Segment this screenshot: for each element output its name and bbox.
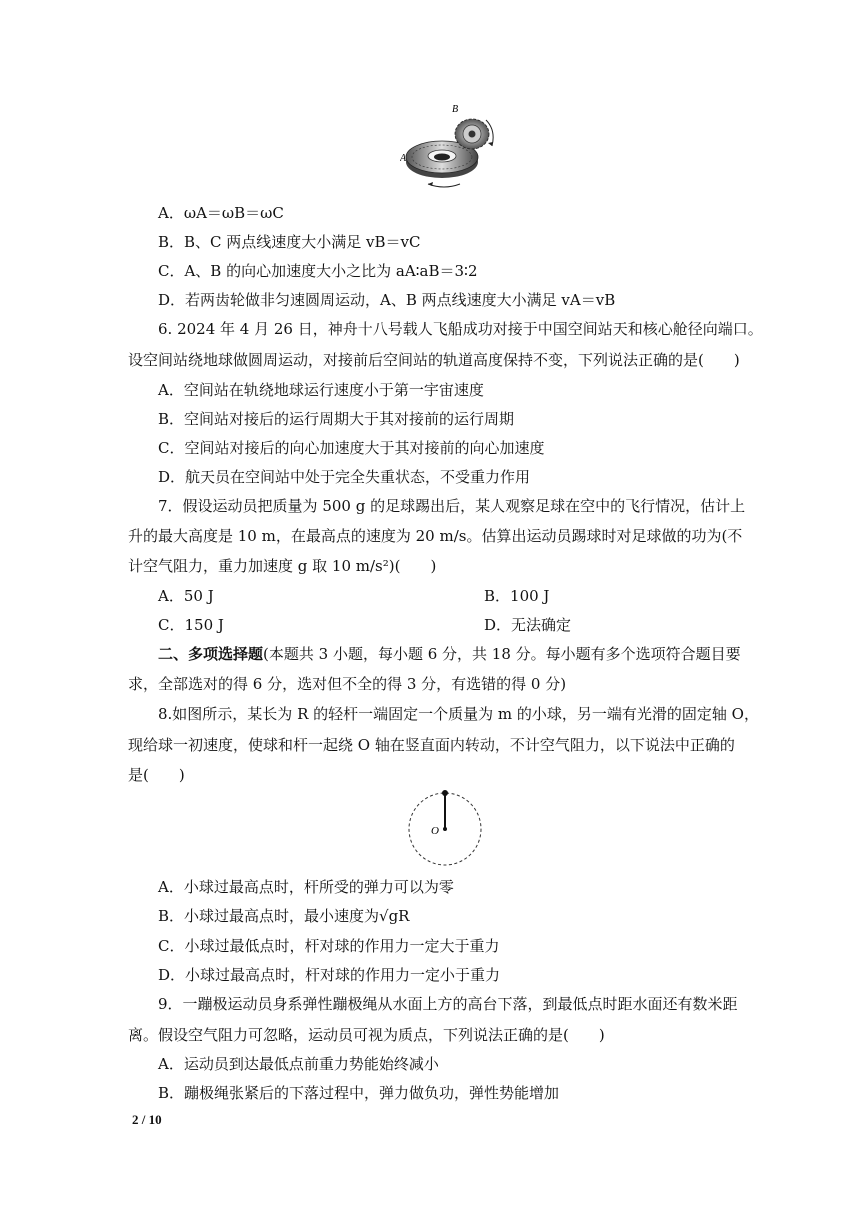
q8-option-c: C．小球过最低点时，杆对球的作用力一定大于重力 <box>158 937 500 955</box>
q8-option-d: D．小球过最高点时，杆对球的作用力一定小于重力 <box>158 966 501 984</box>
q8-stem-line-1: 8.如图所示，某长为 R 的轻杆一端固定一个质量为 m 的小球，另一端有光滑的固定轴 O， <box>158 705 759 723</box>
q5-option-b: B．B、C 两点线速度大小满足 vB＝vC <box>158 233 421 251</box>
section-2-desc-line-2: 求，全部选对的得 6 分，选对但不全的得 3 分，有选错的得 0 分) <box>128 675 567 693</box>
q6-option-b: B．空间站对接后的运行周期大于其对接前的运行周期 <box>158 410 515 428</box>
q6-stem-line-2: 设空间站绕地球做圆周运动，对接前后空间站的轨道高度保持不变，下列说法正确的是( ) <box>128 351 740 369</box>
q9-stem-line-2: 离。假设空气阻力可忽略，运动员可视为质点，下列说法正确的是( ) <box>128 1026 605 1044</box>
q7-stem-line-2: 升的最大高度是 10 m，在最高点的速度为 20 m/s。估算出运动员踢球时对足球做的功为(不 <box>128 527 743 545</box>
q5-option-c: C．A、B 的向心加速度大小之比为 aA∶aB＝3∶2 <box>158 262 478 280</box>
q9-stem-line-1: 9．一蹦极运动员身系弹性蹦极绳从水面上方的高台下落，到最低点时距水面还有数米距 <box>158 995 738 1013</box>
rod-circle-figure <box>400 784 490 874</box>
q5-option-a: A．ωA＝ωB＝ωC <box>158 204 284 222</box>
bevel-gear-figure <box>400 100 510 192</box>
section-2-title: 二、多项选择题 <box>158 645 264 663</box>
pivot-label-o: O <box>431 825 439 837</box>
q5-option-d: D．若两齿轮做非匀速圆周运动，A、B 两点线速度大小满足 vA＝vB <box>158 291 616 309</box>
q7-option-d: D．无法确定 <box>484 616 572 634</box>
page-number: 2 / 10 <box>132 1112 162 1127</box>
q7-option-a: A．50 J <box>158 587 214 605</box>
q6-stem-line-1: 6. 2024 年 4 月 26 日，神舟十八号载人飞船成功对接于中国空间站天和核心舱径向端口。 <box>158 320 763 338</box>
section-2-heading <box>158 644 741 664</box>
q7-stem-line-3: 计空气阻力，重力加速度 g 取 10 m/s²)( ) <box>128 557 437 575</box>
gear-label-b: B <box>452 104 459 115</box>
q6-option-d: D．航天员在空间站中处于完全失重状态，不受重力作用 <box>158 468 531 486</box>
q7-option-b: B．100 J <box>484 587 550 605</box>
q7-stem-line-1: 7．假设运动员把质量为 500 g 的足球踢出后，某人观察足球在空中的飞行情况，估计上 <box>158 497 746 515</box>
q8-option-b: B．小球过最高点时，最小速度为√gR <box>158 907 410 925</box>
section-2-desc-line-1: (本题共 3 小题，每小题 6 分，共 18 分。每小题有多个选项符合题目要 <box>263 645 741 663</box>
q8-stem-line-3: 是( ) <box>128 766 185 784</box>
q9-option-b: B．蹦极绳张紧后的下落过程中，弹力做负功，弹性势能增加 <box>158 1084 560 1102</box>
q8-stem-line-2: 现给球一初速度，使球和杆一起绕 O 轴在竖直面内转动，不计空气阻力，以下说法中正确的 <box>128 736 735 754</box>
q8-option-a: A．小球过最高点时，杆所受的弹力可以为零 <box>158 878 454 896</box>
q6-option-c: C．空间站对接后的向心加速度大于其对接前的向心加速度 <box>158 439 545 457</box>
gear-label-a: A <box>400 153 407 164</box>
q6-option-a: A．空间站在轨绕地球运行速度小于第一宇宙速度 <box>158 381 484 399</box>
q9-option-a: A．运动员到达最低点前重力势能始终减小 <box>158 1055 439 1073</box>
q7-option-c: C．150 J <box>158 616 224 634</box>
